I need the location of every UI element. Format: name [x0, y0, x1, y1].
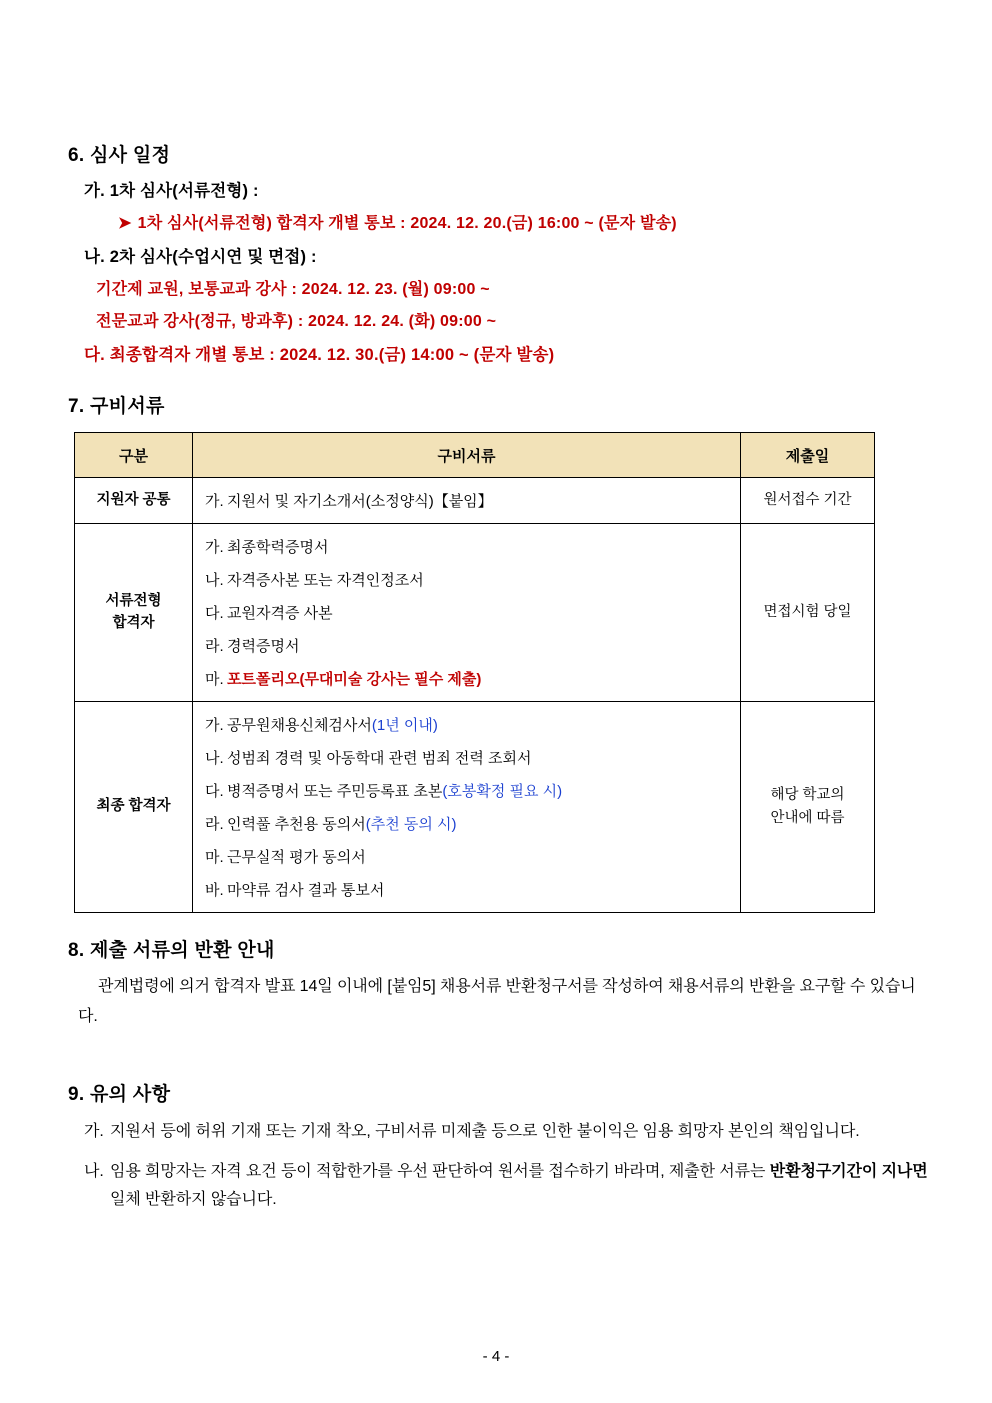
- list-item: [201, 530, 732, 563]
- row-category-common: 지원자 공통: [75, 478, 193, 524]
- item-text: [110, 1158, 930, 1214]
- duedate-line-1: 해당 학교의: [770, 786, 845, 803]
- item-text: 자격증사본 또는 자격인정조서: [227, 572, 424, 589]
- item-marker: 나.: [84, 1163, 104, 1181]
- item-index: 마.: [205, 849, 224, 866]
- row-duedate-common: 원서접수 기간: [741, 478, 875, 524]
- item-text: 지원서 등에 허위 기재 또는 기재 착오, 구비서류 미제출 등으로 인한 불이익은 임용 희망자 본인의 책임입니다.: [110, 1123, 860, 1141]
- item-text: 공무원채용신체검사서: [227, 717, 372, 734]
- item-index: 다.: [205, 605, 224, 622]
- row-documents-common: [193, 478, 741, 524]
- section-6-item-a-detail-text: 1차 심사(서류전형) 합격자 개별 통보 : 2024. 12. 20.(금) 16:00 ~ (문자 발송): [137, 215, 677, 232]
- item-text: 근무실적 평가 동의서: [227, 849, 366, 866]
- list-item: [201, 741, 732, 774]
- item-text: 병적증명서 또는 주민등록표 초본: [227, 783, 443, 800]
- item-index: 라.: [205, 816, 224, 833]
- section-6-item-c: 다. 최종합격자 개별 통보 : 2024. 12. 30.(금) 14:00 ~ (문자 발송): [84, 346, 555, 364]
- list-item: [201, 662, 732, 695]
- row-duedate-final-passers: [741, 702, 875, 913]
- item-index: 가.: [205, 493, 224, 510]
- item-text: 지원서 및 자기소개서(소정양식)【붙임】: [227, 493, 493, 510]
- list-item: [201, 873, 732, 906]
- item-text: 교원자격증 사본: [227, 605, 333, 622]
- section-8-heading: 8. 제출 서류의 반환 안내: [68, 940, 275, 961]
- item-text: 성범죄 경력 및 아동학대 관련 범죄 전력 조회서: [227, 750, 532, 767]
- item-index: 가.: [205, 717, 224, 734]
- item-text-after: 일체 반환하지 않습니다.: [110, 1191, 277, 1209]
- list-item: [201, 807, 732, 840]
- list-item: [201, 484, 732, 517]
- table-row: [75, 524, 875, 702]
- item-note: (1년 이내): [371, 717, 438, 734]
- section-6-item-a-detail: [118, 210, 930, 233]
- item-index: 바.: [205, 882, 224, 899]
- list-item: [201, 774, 732, 807]
- section-9-heading: 9. 유의 사항: [68, 1084, 171, 1106]
- list-item: [201, 563, 732, 596]
- item-text-before: 임용 희망자는 자격 요건 등이 적합한가를 우선 판단하여 원서를 접수하기 바라며, 제출한 서류는: [110, 1163, 770, 1181]
- item-note: (호봉확정 필요 시): [442, 783, 563, 800]
- page-number: - 4 -: [482, 1348, 510, 1365]
- section-9-item-a: [84, 1118, 930, 1146]
- item-text: 포트폴리오(무대미술 강사는 필수 제출): [227, 671, 482, 688]
- row-category-screening-passers: [75, 524, 193, 702]
- arrow-icon: ➤: [118, 215, 132, 232]
- section-6-item-a: 가. 1차 심사(서류전형) :: [84, 182, 259, 200]
- table-header-documents: 구비서류: [193, 433, 741, 478]
- duedate-line-2: 안내에 따름: [770, 810, 845, 826]
- section-6-item-b-line2: 전문교과 강사(정규, 방과후) : 2024. 12. 24. (화) 09:00 ~: [96, 313, 497, 330]
- list-item: [201, 596, 732, 629]
- item-index: 마.: [205, 671, 224, 688]
- item-text: 경력증명서: [227, 638, 300, 655]
- section-6-item-b-line1: 기간제 교원, 보통교과 강사 : 2024. 12. 23. (월) 09:00 ~: [96, 281, 490, 298]
- list-item: [201, 629, 732, 662]
- table-row: [75, 478, 875, 524]
- item-index: 나.: [205, 572, 224, 589]
- section-8-paragraph-text: 관계법령에 의거 합격자 발표 14일 이내에 [붙임5] 채용서류 반환청구서를 작성하여 채용서류의 반환을 요구할 수 있습니다.: [78, 978, 916, 1025]
- table-header-duedate: 제출일: [741, 433, 875, 478]
- row-duedate-screening-passers: 면접시험 당일: [741, 524, 875, 702]
- category-line-1: 서류전형: [105, 592, 162, 609]
- row-category-final-passers: 최종 합격자: [75, 702, 193, 913]
- required-documents-table: [74, 432, 875, 913]
- list-item: [201, 708, 732, 741]
- table-header-row: [75, 433, 875, 478]
- item-note: (추천 동의 시): [365, 816, 457, 833]
- section-8-paragraph: [78, 972, 930, 1031]
- section-6-item-b: 나. 2차 심사(수업시연 및 면접) :: [84, 248, 317, 266]
- item-text: 마약류 검사 결과 통보서: [227, 882, 385, 899]
- category-line-2: 합격자: [112, 614, 155, 631]
- list-item: [201, 840, 732, 873]
- item-index: 나.: [205, 750, 224, 767]
- item-text: 인력풀 추천용 동의서: [227, 816, 366, 833]
- section-9-item-b: [84, 1158, 930, 1214]
- table-header-category: 구분: [75, 433, 193, 478]
- table-row: [75, 702, 875, 913]
- section-6-heading: 6. 심사 일정: [68, 145, 171, 166]
- item-index: 가.: [205, 539, 224, 556]
- row-documents-final-passers: [193, 702, 741, 913]
- row-documents-screening-passers: [193, 524, 741, 702]
- section-7-heading: 7. 구비서류: [68, 396, 165, 417]
- item-index: 다.: [205, 783, 224, 800]
- item-text-bold: 반환청구기간이 지나면: [769, 1163, 928, 1181]
- item-text: 최종학력증명서: [227, 539, 329, 556]
- item-index: 라.: [205, 638, 224, 655]
- item-marker: 가.: [84, 1123, 104, 1141]
